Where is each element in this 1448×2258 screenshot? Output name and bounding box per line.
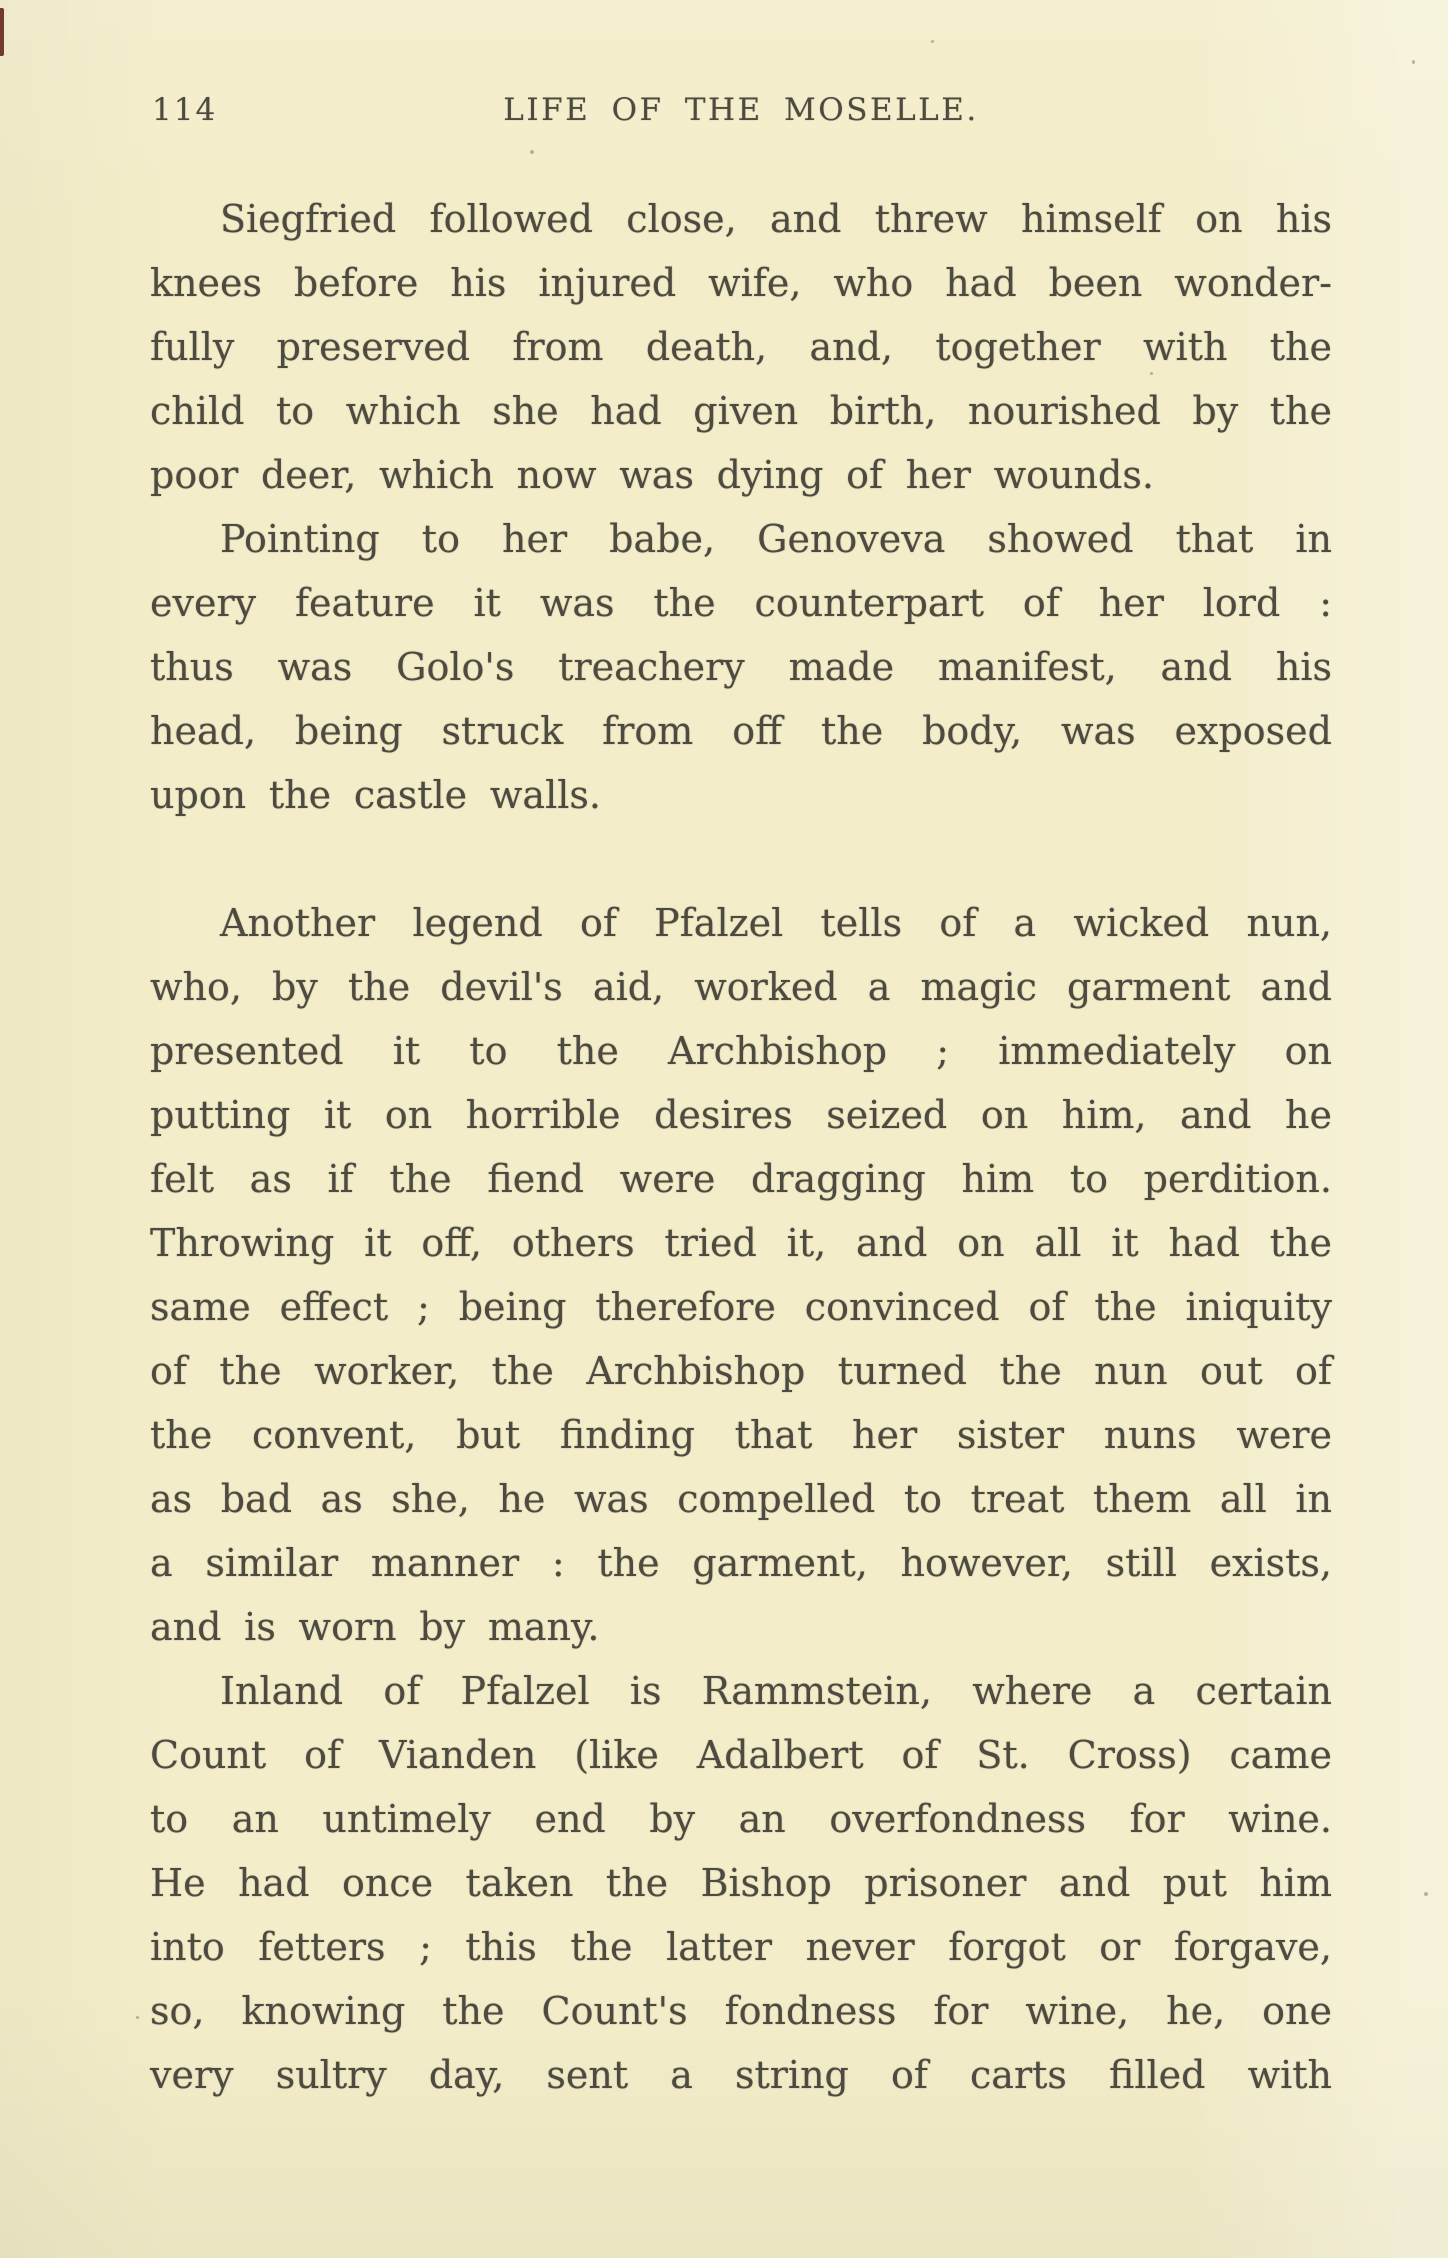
paragraph: [150, 891, 1332, 1659]
text-line: who, by the devil's aid, worked a magic garment and: [150, 965, 1332, 1009]
text-line: into fetters ; this the latter never forgot or forgave,: [150, 1925, 1332, 1969]
running-title: LIFE OF THE MOSELLE.: [503, 92, 979, 128]
paragraph: [150, 1659, 1332, 2107]
text-line: presented it to the Archbishop ; immediately on: [150, 1029, 1332, 1073]
text-line: Siegfried followed close, and threw himself on his: [220, 197, 1332, 241]
text-line: knees before his injured wife, who had been wonder-: [150, 261, 1332, 305]
paper-speck: [947, 112, 950, 115]
text-line: a similar manner : the garment, however, still exists,: [150, 1541, 1332, 1585]
text-line: upon the castle walls.: [150, 773, 601, 817]
text-line: Throwing it off, others tried it, and on all it had the: [150, 1221, 1332, 1265]
text-line: Count of Vianden (like Adalbert of St. Cross) came: [150, 1733, 1332, 1777]
text-line: fully preserved from death, and, together with the: [150, 325, 1332, 369]
page-number: 114: [152, 92, 218, 128]
paragraph: [150, 507, 1332, 827]
text-line: putting it on horrible desires seized on him, and he: [150, 1093, 1332, 1137]
text-line: as bad as she, he was compelled to treat them all in: [150, 1477, 1332, 1521]
paragraph: [150, 187, 1332, 507]
text-line: poor deer, which now was dying of her wounds.: [150, 453, 1154, 497]
text-block: [150, 187, 1332, 2107]
text-line: Pointing to her babe, Genoveva showed that in: [220, 517, 1332, 561]
paper-speck: [931, 40, 934, 43]
text-line: Inland of Pfalzel is Rammstein, where a certain: [220, 1669, 1332, 1713]
text-line: to an untimely end by an overfondness for wine.: [150, 1797, 1332, 1841]
text-line: Another legend of Pfalzel tells of a wicked nun,: [220, 901, 1332, 945]
text-line: every feature it was the counterpart of her lord :: [150, 581, 1332, 625]
paper-speck: [1424, 1892, 1428, 1896]
text-line: so, knowing the Count's fondness for wine, he, one: [150, 1989, 1332, 2033]
text-line: child to which she had given birth, nourished by the: [150, 389, 1332, 433]
text-line: and is worn by many.: [150, 1605, 600, 1649]
text-line: He had once taken the Bishop prisoner and put him: [150, 1861, 1332, 1905]
paper-speck: [136, 2016, 139, 2019]
page-edge-artifact: [0, 8, 4, 56]
paper-speck: [1150, 372, 1153, 375]
paper-speck: [530, 150, 534, 154]
text-line: of the worker, the Archbishop turned the nun out of: [150, 1349, 1332, 1393]
text-line: same effect ; being therefore convinced of the iniquity: [150, 1285, 1332, 1329]
text-line: very sultry day, sent a string of carts filled with: [150, 2053, 1332, 2097]
paper-speck: [1412, 60, 1415, 64]
page-header: [150, 92, 1332, 136]
text-line: the convent, but finding that her sister nuns were: [150, 1413, 1332, 1457]
text-line: head, being struck from off the body, was exposed: [150, 709, 1332, 753]
text-line: felt as if the fiend were dragging him to perdition.: [150, 1157, 1332, 1201]
text-line: thus was Golo's treachery made manifest, and his: [150, 645, 1332, 689]
